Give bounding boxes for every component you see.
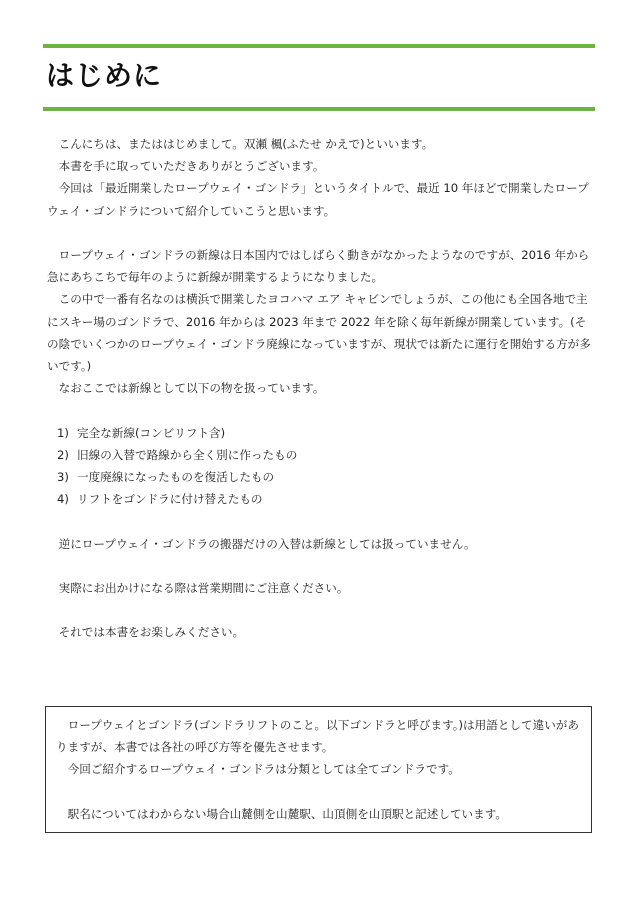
criteria-list bbox=[47, 422, 592, 511]
page-title: はじめに bbox=[46, 59, 163, 92]
intro-paragraph-3: 今回は「最近開業したロープウェイ・ゴンドラ」というタイトルで、最近 10 年ほどで開業したロープウェイ・ゴンドラについて紹介していこうと思います。 bbox=[47, 181, 589, 218]
spacer bbox=[47, 599, 592, 621]
list-item-text: 一度廃線になったものを復活したもの bbox=[77, 470, 275, 485]
history-paragraph-3: なおここでは新線として以下の物を扱っています。 bbox=[58, 381, 325, 396]
list-item bbox=[47, 488, 592, 510]
spacer bbox=[47, 222, 592, 244]
caution-paragraph: 実際にお出かけになる際は営業期間にご注意ください。 bbox=[58, 581, 349, 595]
note-paragraph-2: 今回ご紹介するロープウェイ・ゴンドラは分類としては全てゴンドラです。 bbox=[67, 762, 460, 777]
spacer bbox=[47, 399, 592, 421]
body-text bbox=[47, 133, 592, 644]
history-paragraph-2: この中で一番有名なのは横浜で開業したヨコハマ エア キャビンでしょうが、この他にも全国各地で主にスキー場のゴンドラで、2016 年からは 2023 年まで 2022 年を除く毎年新線が開業しています。(その陰でいくつかのロープウェイ・ゴンドラ廃線になっていますが、現状では新たに運行を開始する方が多いです。) bbox=[47, 292, 591, 374]
intro-paragraph-2: 本書を手に取っていただきありがとうございます。 bbox=[58, 159, 325, 174]
list-item-number: 4) bbox=[57, 492, 69, 507]
list-item-text: 旧線の入替で路線から全く別に作ったもの bbox=[77, 447, 298, 462]
note-paragraph-1: ロープウェイとゴンドラ(ゴンドラリフトのこと。以下ゴンドラと呼びます。)は用語として違いがありますが、本書では各社の呼び方等を優先させます。 bbox=[56, 718, 579, 755]
title-rule-top bbox=[43, 44, 595, 48]
title-rule-bottom bbox=[43, 107, 595, 111]
note-paragraph-3: 駅名についてはわからない場合山麓側を山麓駅、山頂側を山頂駅と記述しています。 bbox=[67, 806, 507, 821]
list-item-number: 2) bbox=[57, 447, 69, 462]
spacer bbox=[47, 555, 592, 577]
list-item-number: 3) bbox=[57, 470, 69, 485]
list-item bbox=[47, 422, 592, 444]
history-paragraph-1: ロープウェイ・ゴンドラの新線は日本国内ではしばらく動きがなかったようなのですが、2016 年から急にあちこちで毎年のように新線が開業するようになりました。 bbox=[47, 248, 590, 285]
list-item-number: 1) bbox=[57, 425, 69, 440]
list-item-text: 完全な新線(コンビリフト含) bbox=[77, 425, 226, 440]
spacer bbox=[47, 510, 592, 532]
intro-paragraph-1: こんにちは、またははじめまして。双瀬 楓(ふたせ かえで)といいます。 bbox=[58, 137, 434, 151]
list-item-text: リフトをゴンドラに付け替えたもの bbox=[77, 492, 263, 507]
spacer bbox=[56, 781, 581, 803]
closing-paragraph: それでは本書をお楽しみください。 bbox=[58, 625, 245, 640]
note-box bbox=[45, 706, 592, 833]
list-item bbox=[47, 466, 592, 488]
list-item bbox=[47, 444, 592, 466]
exclusion-paragraph: 逆にロープウェイ・ゴンドラの搬器だけの入替は新線としては扱っていません。 bbox=[58, 536, 476, 551]
